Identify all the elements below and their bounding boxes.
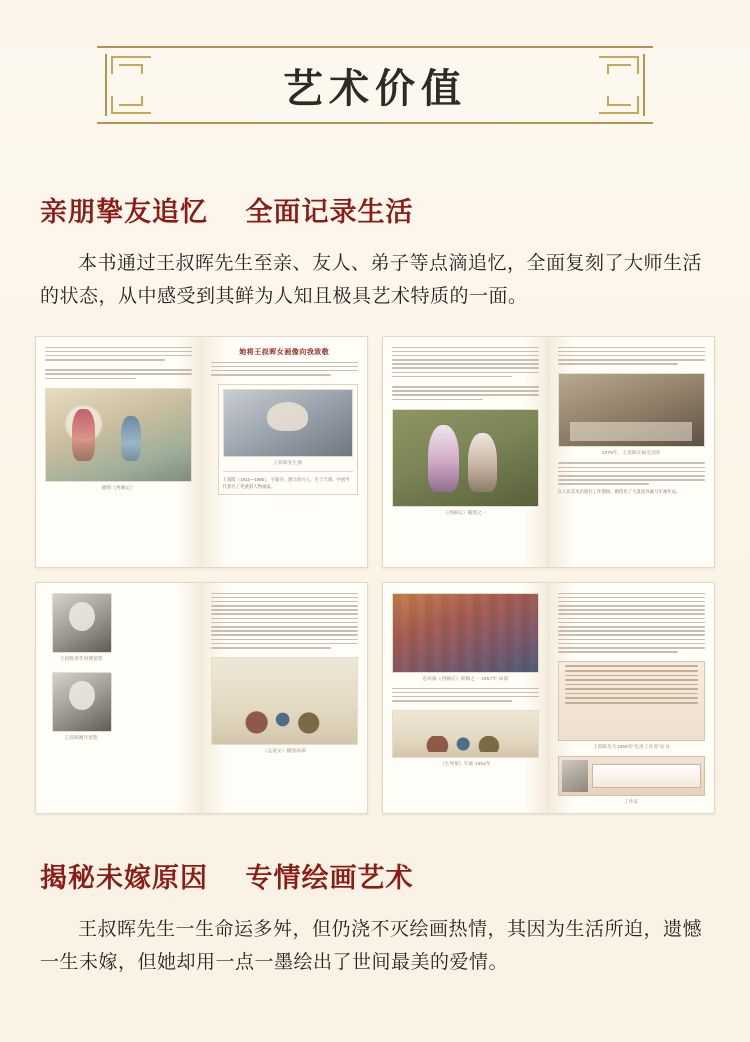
banner-corner-ornament xyxy=(111,80,155,114)
spread-3-left-caption-bottom: 王叔晖晚年留影 xyxy=(64,734,99,740)
illustration-mural-strip xyxy=(392,593,539,673)
id-stamp xyxy=(592,764,702,788)
spread-2-left-caption: 《西厢记》插图之一 xyxy=(443,509,487,515)
section-heading-2-part-b: 专情绘画艺术 xyxy=(245,862,414,893)
studio-photo xyxy=(558,373,706,447)
footer-spacer xyxy=(0,979,750,1003)
spread-2-left-page xyxy=(383,337,549,567)
book-spread-1 xyxy=(35,336,368,568)
book-spread-3 xyxy=(35,582,368,814)
section-heading-1-part-b: 全面记录生活 xyxy=(245,197,414,227)
illustration-xixiangji xyxy=(45,388,192,482)
book-preview-grid xyxy=(35,336,715,814)
faux-text-block xyxy=(211,593,359,649)
faux-text-block xyxy=(558,462,706,485)
spread-1-right-page xyxy=(202,337,368,567)
spread-1-portrait-caption: 王叔晖先生像 xyxy=(273,460,303,466)
spread-3-columns xyxy=(45,593,192,769)
section-heading-1 xyxy=(40,190,750,229)
portrait-photo xyxy=(223,389,354,457)
spread-2-right-page xyxy=(549,337,715,567)
spread-3-left-page xyxy=(36,583,202,813)
spread-4-left-page xyxy=(383,583,549,813)
spread-4-left-caption: 连环画《西厢记》原稿之一 1957年 局部 xyxy=(422,675,509,681)
spread-3-right-page xyxy=(202,583,368,813)
spread-4-right-caption: 王叔晖先生1958年“先进工作者”证书 xyxy=(592,744,670,750)
faux-text-block xyxy=(558,593,706,653)
spread-4-right-page xyxy=(549,583,715,813)
book-spread-2 xyxy=(382,336,715,568)
archive-photo-young xyxy=(52,593,112,653)
faux-text-block xyxy=(558,347,706,365)
divider xyxy=(223,471,354,472)
spread-4-left-caption-2: 《生死恨》年画 1954年 xyxy=(439,761,491,767)
spread-1-portrait-box xyxy=(218,384,359,495)
illustration-newyear-print xyxy=(392,710,539,758)
spread-3-left-caption-top: 王叔晖青年时期留影 xyxy=(59,655,103,661)
award-certificate xyxy=(558,661,706,741)
spread-1-article-title: 她将王叔晖女画像向我致敬 xyxy=(239,347,330,356)
spread-4-right-caption-2: 工作证 xyxy=(624,799,639,805)
work-id-card xyxy=(558,756,706,796)
illustration-figures xyxy=(392,409,539,507)
section-paragraph-1: 本书通过王叔晖先生至亲、友人、弟子等点滴追忆，全面复刻了大师生活的状态，从中感受到其鲜为人知且极具艺术特质的一面。 xyxy=(40,253,703,308)
spread-1-columns xyxy=(211,384,359,495)
spread-3-right-caption: 《孟姜女》插图局部 xyxy=(262,748,306,754)
archive-photo-late xyxy=(52,672,112,732)
illustration-scroll xyxy=(211,657,359,745)
id-photo xyxy=(562,760,588,792)
faux-text-block xyxy=(211,362,359,376)
faux-text-block xyxy=(45,347,192,361)
title-banner xyxy=(95,46,655,124)
book-spread-4 xyxy=(382,582,715,814)
banner-corner-ornament xyxy=(595,80,639,114)
spread-2-right-note: 在人民美术出版社工作期间，她创作了大量连环画与年画作品。 xyxy=(557,488,681,494)
spread-1-left-page xyxy=(36,337,202,567)
section-paragraph-2: 王叔晖先生一生命运多舛，但仍浇不灭绘画热情，其因为生活所迫，遗憾一生未嫁，但她却用一点一墨绘出了世间最美的爱情。 xyxy=(40,918,703,973)
faux-text-block xyxy=(392,347,539,378)
faux-text-block xyxy=(45,369,192,379)
page-title: 艺术价值 xyxy=(283,65,467,111)
faux-text-block xyxy=(392,688,539,702)
section-heading-1-part-a: 亲朋挚友追忆 xyxy=(40,197,208,227)
section-heading-2-part-a: 揭秘未嫁原因 xyxy=(40,862,208,893)
certificate-text-lines xyxy=(559,665,705,703)
faux-text-block xyxy=(392,386,539,400)
spread-2-right-caption: 1979年，王叔晖在画室创作 xyxy=(601,450,661,456)
page-root xyxy=(0,46,750,1042)
section-heading-2 xyxy=(40,856,750,895)
spread-1-left-caption: 插图《西厢记》 xyxy=(101,484,136,490)
spread-1-side-note: 王叔晖（1912—1985），字郁芬，浙江绍兴人，生于天津。中国当代著名工笔重彩人物画家。 xyxy=(222,477,350,489)
